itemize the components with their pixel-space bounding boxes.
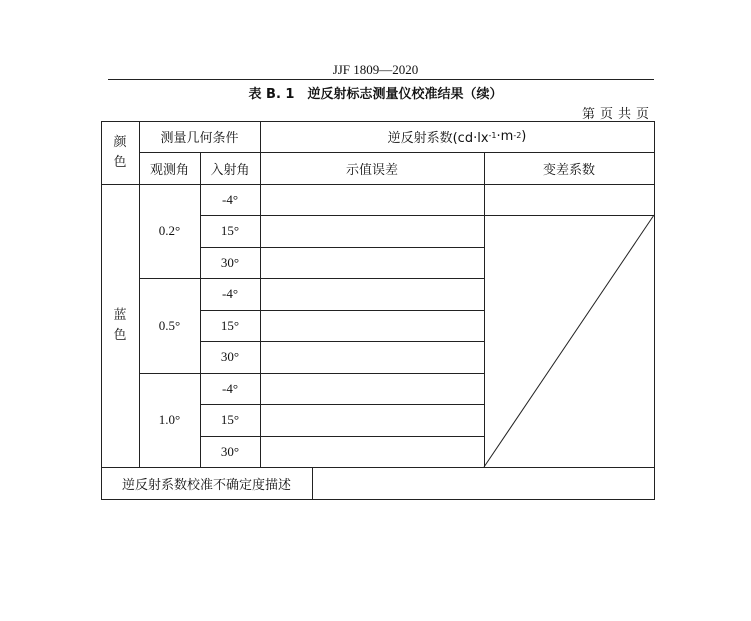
color-value-char-2: 色 bbox=[113, 327, 127, 343]
variation-header: 变差系数 bbox=[542, 162, 595, 178]
color-header-char-1: 颜 bbox=[113, 134, 127, 150]
incidence-angle-2-2: 30° bbox=[220, 443, 240, 459]
observation-angle-0: 0.2° bbox=[158, 223, 181, 238]
color-header bbox=[101, 121, 139, 184]
observation-angle-header: 观测角 bbox=[149, 162, 189, 178]
diagonal-strike bbox=[484, 215, 654, 467]
incidence-angle-2-1: 15° bbox=[220, 412, 240, 427]
color-value bbox=[101, 184, 139, 467]
incidence-angle-0-1: 15° bbox=[220, 223, 240, 238]
coefficient-header-suffix: ) bbox=[521, 129, 527, 144]
incidence-angle-1-0: -4° bbox=[221, 286, 239, 301]
uncertainty-label: 逆反射系数校准不确定度描述 bbox=[121, 477, 291, 493]
geometry-header: 测量几何条件 bbox=[160, 131, 239, 146]
error-header: 示值误差 bbox=[345, 162, 398, 178]
incidence-angle-0-2: 30° bbox=[220, 254, 240, 270]
incidence-angle-1-2: 30° bbox=[220, 349, 240, 364]
coefficient-header: 逆反射系数(cd·lx $^{-1}$ ·m $^{-2}$ ) bbox=[387, 129, 527, 146]
color-header-char-2: 色 bbox=[113, 154, 127, 170]
incidence-angle-header: 入射角 bbox=[210, 162, 250, 178]
observation-angle-1: 0.5° bbox=[158, 317, 181, 333]
incidence-angle-1-1: 15° bbox=[220, 317, 240, 333]
document-code: JJF 1809—2020 bbox=[332, 62, 419, 77]
incidence-angle-0-0: -4° bbox=[221, 191, 239, 207]
incidence-angle-2-0: -4° bbox=[221, 380, 239, 396]
table-title: 表 B. 1 逆反射标志测量仪校准结果（续） bbox=[248, 87, 503, 102]
observation-angle-2: 1.0° bbox=[158, 412, 181, 427]
coefficient-header-prefix: 逆反射系数(cd·lx bbox=[387, 131, 489, 146]
color-value-char-1: 蓝 bbox=[113, 307, 127, 323]
page-note: 第页共页 bbox=[581, 107, 654, 122]
uncertainty-value-cell bbox=[312, 467, 654, 499]
coefficient-header-mid: ·m bbox=[496, 129, 514, 144]
